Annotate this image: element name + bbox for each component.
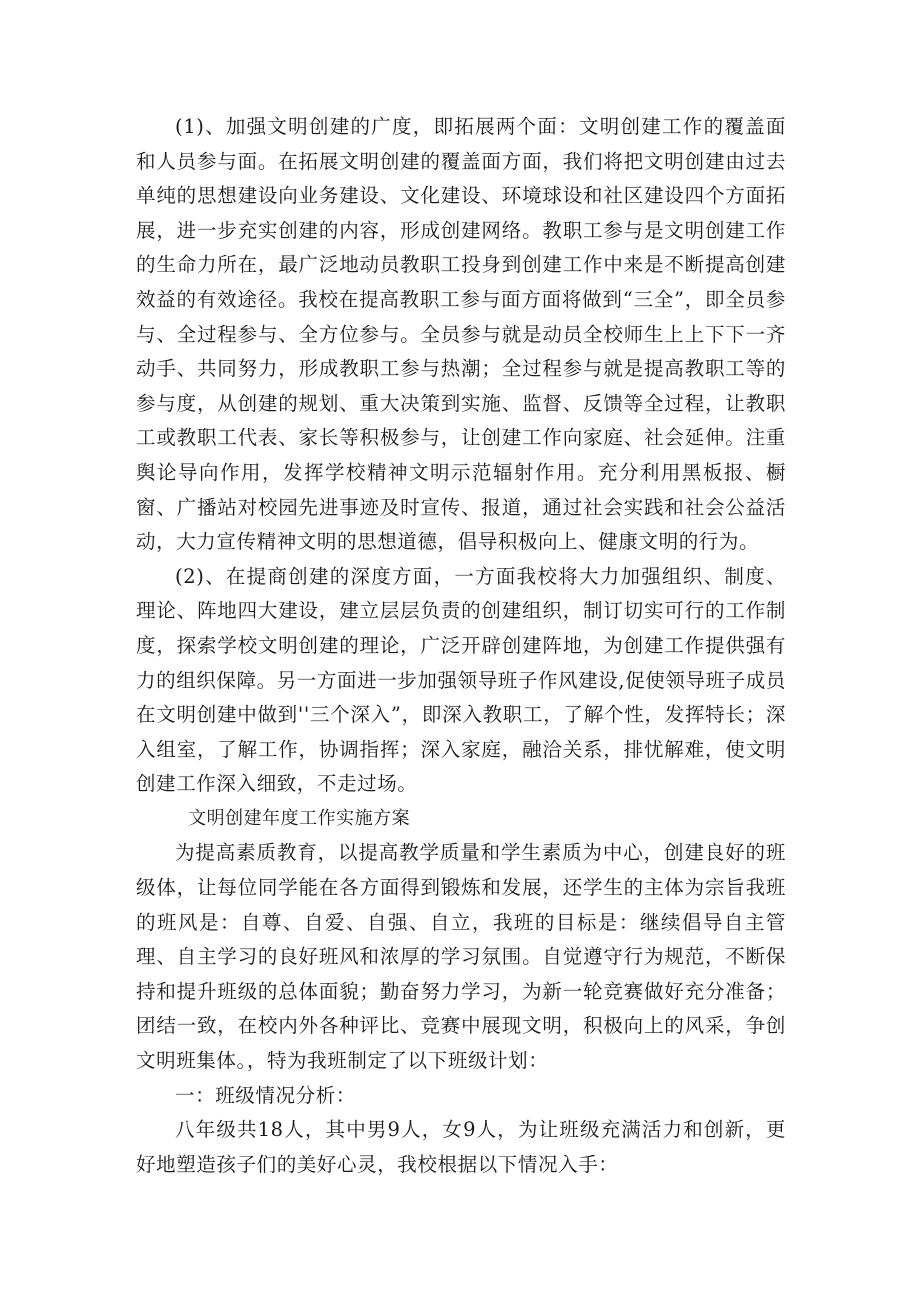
paragraph-class-plan: 为提高素质教育，以提高教学质量和学生素质为中心，创建良好的班级体，让每位同学能在各方面得到锻炼和发展，还学生的主体为宗旨我班的班风是：自尊、自爱、自强、自立，我班的目标是：继续倡导自主管理、自主学习的良好班风和浓厚的学习氛围。自觉遵守行为规范，不断保持和提升班级的总体面貌；勤奋努力学习，为新一轮竞赛做好充分准备；团结一致，在校内外各种评比、竞赛中展现文明，积极向上的风采，争创文明班集体。，特为我班制定了以下班级计划：: [136, 841, 786, 1073]
paragraph-depth: (2)、在提商创建的深度方面，一方面我校将大力加强组织、制度、理论、阵地四大建设，建立层层负责的创建组织，制订切实可行的工作制度，探索学校文明创建的理论，广泛开辟创建阵地，为创建工作提供强有力的组织保障。另一方面进一步加强领导班子作风建设,促使领导班子成员在文明创建中做到''三个深入”，即深入教职工，了解个性，发挥特长；深入组室，了解工作，协调指挥；深入家庭，融洽关系，排忧解难，使文明创建工作深入细致，不走过场。: [136, 564, 786, 796]
subsection-title: 一：班级情况分析：: [175, 1083, 356, 1107]
document-page: [136, 110, 786, 1182]
paragraph-breadth: (1)、加强文明创建的广度，即拓展两个面：文明创建工作的覆盖面和人员参与面。在拓展文明创建的覆盖面方面，我们将把文明创建由过去单纯的思想建设向业务建设、文化建设、环境球设和社区建设四个方面拓展，进一步充实创建的内容，形成创建网络。教职工参与是文明创建工作的生命力所在，最广泛地动员教职工投身到创建工作中来是不断提高创建效益的有效途径。我校在提高教职工参与面方面将做到“三全”，即全员参与、全过程参与、全方位参与。全员参与就是动员全校师生上上下下一齐动手、共同努力，形成教职工参与热潮；全过程参与就是提高教职工等的参与度，从创建的规划、重大决策到实施、监督、反馈等全过程，让教职工或教职工代表、家长等积极参与，让创建工作向家庭、社会延伸。注重舆论导向作用，发挥学校精神文明示范辐射作用。充分利用黑板报、橱窗、广播站对校园先进事迹及时宣传、报道，通过社会实践和社会公益活动，大力宣传精神文明的思想道德，倡导积极向上、健康文明的行为。: [136, 115, 786, 554]
section-heading: 文明创建年度工作实施方案: [188, 807, 411, 829]
paragraph-class-analysis: 八年级共18人，其中男9人，女9人，为让班级充满活力和创新，更好地塑造孩子们的美好心灵，我校根据以下情况入手：: [136, 1118, 786, 1176]
